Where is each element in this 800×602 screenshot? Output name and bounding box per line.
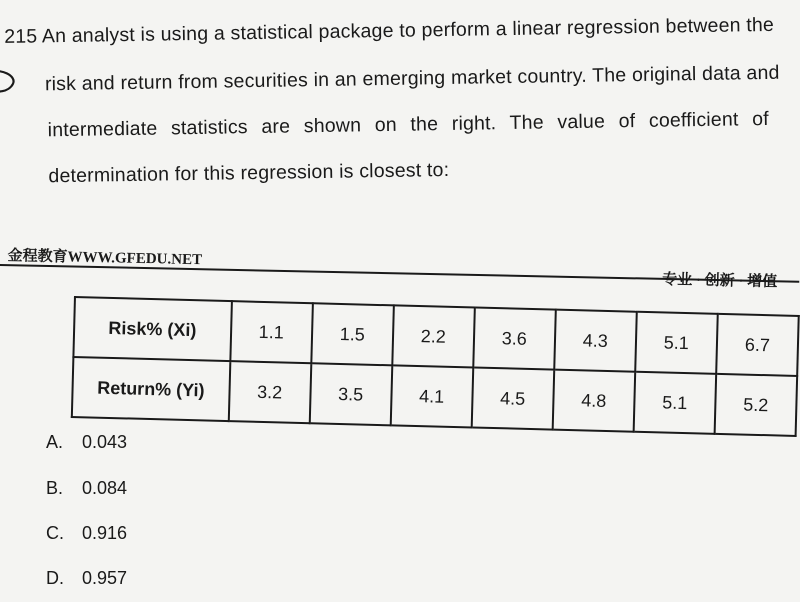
handwritten-mark-icon (0, 66, 21, 101)
table-cell: 5.1 (633, 372, 716, 434)
table-cell: 5.2 (714, 374, 797, 436)
table-cell: 3.5 (309, 363, 392, 425)
option-value: 0.084 (82, 478, 128, 498)
option-value: 0.957 (82, 568, 128, 588)
option-value: 0.043 (82, 432, 128, 452)
table-cell: 1.1 (230, 301, 313, 363)
option-letter: B. (46, 478, 64, 498)
question-line-4: determination for this regression is closest to: (48, 158, 450, 188)
option-letter: C. (46, 523, 64, 543)
option-letter: A. (46, 432, 64, 452)
table-cell: 4.1 (390, 365, 473, 427)
page-header (0, 238, 800, 295)
option-letter: D. (46, 568, 64, 588)
table-cell: 4.8 (552, 370, 635, 432)
option-c[interactable] (46, 523, 127, 544)
table-cell: 6.7 (716, 314, 799, 376)
table-cell: 2.2 (392, 305, 475, 367)
table-cell: 4.3 (554, 310, 637, 372)
question-text (0, 9, 800, 188)
question-line-3: intermediate statistics are shown on the right. The value of coefficient of (47, 107, 769, 142)
table-cell: 5.1 (635, 312, 718, 374)
question-line-1: 215 An analyst is using a statistical package to perform a linear regression between the (4, 13, 775, 48)
table-cell: 3.6 (473, 307, 556, 369)
row-label-risk: Risk% (Xi) (73, 297, 231, 361)
publisher-slogan: 专业 · 创新 · 增值 (662, 271, 778, 291)
question-line-2: risk and return from securities in an emerging market country. The original data and (44, 61, 780, 96)
table-cell: 1.5 (311, 303, 394, 365)
row-label-return: Return% (Yi) (72, 357, 230, 421)
option-a[interactable] (46, 432, 127, 453)
table-cell: 4.5 (471, 367, 554, 429)
data-table (71, 296, 800, 437)
option-b[interactable] (46, 478, 127, 499)
publisher-name: 金程教育WWW.GFEDU.NET (7, 248, 203, 269)
option-value: 0.916 (82, 523, 128, 543)
table-cell: 3.2 (228, 361, 311, 423)
option-d[interactable] (46, 568, 127, 589)
